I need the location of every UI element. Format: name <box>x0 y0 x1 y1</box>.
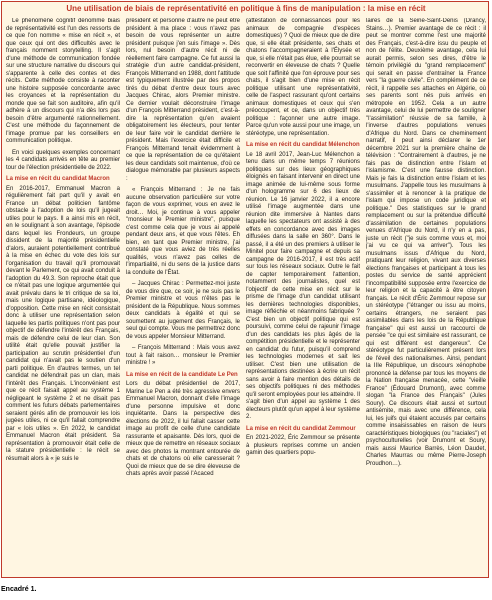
text-box <box>1 1 489 578</box>
section-heading-melenchon: La mise en récit du candidat Mélenchon <box>246 142 360 148</box>
paragraph: laires de la Seine-Saint-Denis (Drancy, Stains…). Premier avantage de ce récit : il peut se montrer comme l'est une majorité des Français, c'est-à-dire issu du peuple et non de l'élite. Deuxième avantage, cela lui aurait permis, selon ses dires, d'être le témoin privilégié du "grand remplacement" qui serait en passe d'entraîner la France vers "la guerre civile". En complément de ce récit, il rappelle ses attaches en Algérie, où ses parents sont nés puis arrivés en métropole en 1952. Cela a un autre avantage, celui de lui permettre de souligner "l'assimilation" réussie de sa famille, à l'inverse d'autres populations venues d'Afrique du Nord. Dans ce cheminement narratif, il peut ainsi déclarer le 1er décembre 2021 sur la première chaîne de télévision : "Contrairement à d'autres, je ne fais pas de distinction entre l'islam et l'islamisme. C'est une fausse distinction. Mais je fais la distinction entre l'islam et les musulmans. J'appelle tous les musulmans à s'assimiler et à renoncer à la pratique de l'islam qui impose un code juridique et politique." Des statistiques sur le grand remplacement ou sur la prétendue difficulté d'assimilation de certaines populations venues d'Afrique du Nord, il n'y en a pas, juste un récit ("je suis comme vous et, moi j'ai vu ce qui va arriver"). Tous les musulmans issus d'Afrique du Nord, pratiquant leur religion, vivant aux diverses élections françaises et participant à tous les postes du service de santé apprécient l'incompatibilité supposée entre l'exercice de leur religion et la capacité à être citoyen français. Le récit d'Éric Zemmour repose sur un stéréotype ("étranger ou issu au moins, certains étrangers, ne seraient pas assimilables dans les lois de la République française" qui est aussi un raccourci de pensée "ce qui est similaire est rassurant, ce qui est différent est dangereux". Ce stéréotype fut particulièrement présent lors de l'éveil des nationalismes. Ainsi, pendant la IIIe République, un discours xénophobe prononcé la défense par tous les moyens de la Nation française menacée, cette "vieille France" (Édouard Drumont), avec comme slogan "la France des Français" (Jules Soury). Ce discours était aussi et surtout antisémite, mais avec une différence, cela lui, les juifs qui étaient accusés par certains comme insaisissables en raison de leurs caractéristiques biologiques (ou "raciales") et psychoculturelles (voir Drumont et Soury, mais aussi Maurice Barrès, Léon Daudet, Charles Maurras ou même Pierre-Joseph Proudhon…). <box>366 18 486 467</box>
paragraph: – Jacques Chirac : Permettez-moi juste de vous dire que, ce soir, je ne suis pas le Premier ministre et vous n'êtes pas le président de la République. Nous sommes deux candidats à égalité et qui se soumettent au jugement des Français, le seul qui compte. Vous me permettrez donc de vous appeler Monsieur Mitterrand. <box>126 281 240 340</box>
section-heading-zemmour: La mise en récit du candidat Zemmour <box>246 425 356 432</box>
paragraph: En voici quelques exemples concernant les 4 candidats arrivés en tête au premier tour de l'élection présidentielle de 2022. <box>6 149 120 171</box>
paragraph: Le 18 avril 2017, Jean-Luc Mélenchon a tenu dans un même temps 7 réunions politiques sur des lieux géographiques éloignés en faisant intervenir en direct une image animée de lui-même sous forme d'un hologramme sur 6 des lieux de réunion. Le 16 janvier 2022, il a encore utilisé l'image augmentée dans une réunion dite immersive à Nantes dans laquelle les spectateurs ont assisté à des effets en concordance avec des images diffusées dans la salle en 360°. Dans le passé, il a été un des premiers à utiliser le Minitel pour faire campagne et depuis sa campagne de 2016-2017, il est très actif sur tous les réseaux sociaux. Outre le fait de capter temporairement l'attention, notamment des journalistes, quel est l'objectif de cette mise en récit sur le prisme de l'image d'un candidat utilisant les dernières technologies disponibles, image réfléchie et néanmoins fabriquée ? C'est bien un objectif politique qui est poursuivi, comme celui de rajeunir l'image d'un des candidats les plus âgés de la compétition présidentielle et le représenter en candidat du futur, puisqu'il comprend les technologies modernes et sait les utiliser. C'est bien une utilisation de représentations destinées à écrire un récit sans avoir à faire mention des détails de ses objectifs politiques ni des méthodes qu'il seront employées pour les atteindre. Il s'agit bien d'un appel au système 1 des électeurs plutôt qu'un appel à leur système 2. <box>246 151 360 420</box>
paragraph: Lors du débat présidentiel de 2017, Marine Le Pen a été très agressive envers Emmanuel Macron, donnant d'elle l'image d'une personne impulsive et donc inquiétante. Dans la perspective des élections de 2022, il lui fallait casser cette image au profit de celle d'une candidate rassurante et apaisante. Dès lors, quoi de mieux que de remettre en réseaux sociaux avec des photos la montrant entourée de chats et de chatons où elle caresserait ? Quoi de mieux que de se dire éleveuse de chats après avoir passé l'Acaced <box>126 381 240 477</box>
paragraph: – François Mitterrand : Mais vous avez tout à fait raison… monsieur le Premier ministre ! » <box>126 345 240 366</box>
paragraph: En 2016-2017, Emmanuel Macron a régulièrement fait part qu'il y avait en France un débat politicien fantôme obstacle à l'adoption de lois qu'il jugeait utiles pour le pays. Il a ainsi mis en récit, en le soulignant à son avantage, l'épisode dans lequel les Frondeurs, un groupe dissident de la majorité présidentielle d'alors, auraient potentiellement contribué à la mise en échec du vote des lois sur l'organisation du travail qu'il promouvait devant le Parlement, ce qui avait conduit à l'adoption du 49.3. Son reproche était que ce n'était pas une logique argumentée qui avait prévalu dans le tri critique de sa loi, mais une logique partisane, idéologique, d'opposition. Cette mise en récit consistait donc à utiliser une représentation selon laquelle les partis politiques n'ont pas pour objectif de défendre l'intérêt des Français, mais de défendre celui de leur clan. Son utilité était qu'elle pouvait justifier la participation au scrutin présidentiel d'un candidat qui n'avait pas le soutien d'un parti politique. En d'autres termes, un tel candidat ne défendrait pas un clan, mais l'intérêt des Français. L'inconvénient est que ce récit faisait appel au système 1 négligeant le système 2 et ne disait pas comment les futurs débats parlementaires seraient gérés afin de promouvoir les lois jugées utiles, ni ce qu'il fallait comprendre par « lois utiles ». En 2022, le candidat Emmanuel Macron était président. Sa représentation à promouvoir était celle de la stature présidentielle : le récit se résumait alors à « je suis le <box>6 185 120 462</box>
paragraph: président et personne d'autre ne peut être président à ma place : vous n'avez pas besoin de vous représenter un autre président puisque j'en suis l'image ». Dès lors, nul besoin d'autre récit ni de réellement faire campagne. Ce fut aussi la stratégie d'un autre candidat-président, François Mitterrand en 1988, dont l'attitude est typiquement illustrée par des propos tirés du débat d'entre deux tours avec Jacques Chirac, alors Premier ministre. Ce dernier voulait déconstruire l'image d'un François Mitterrand président, c'est-à-dire la représentation qu'en avaient obligatoirement les électeurs, pour tenter de leur faire voir le candidat derrière le président. Mais l'exercice était difficile et François Mitterrand tenait évidemment à ce que la représentation de ce qu'étaient les deux candidats soit maintenue, d'où ce dialogue mémorable par plusieurs aspects : <box>126 18 240 182</box>
paragraph: En 2021-2022, Éric Zemmour se présente à plusieurs reprises comme un ancien gamin des quartiers popu- <box>246 435 360 456</box>
column-2 <box>126 18 240 577</box>
paragraph: « François Mitterrand : Je ne fais aucune observation particulière sur votre façon de vous exprimer, vous en avez le droit… Moi, je continue à vous appeler "monsieur le Premier ministre", puisque c'est comme cela que je vous ai appelé pendant deux ans, et que vous l'êtes. Eh bien, en tant que Premier ministre, j'ai constaté que vous aviez de très réelles qualités, vous n'avez pas celles de l'impartialité, ni du sens de la justice dans la conduite de l'État. <box>126 187 240 276</box>
column-4 <box>366 18 486 577</box>
box-caption: Encadré 1. <box>1 586 37 593</box>
section-heading-macron: La mise en récit du candidat Macron <box>6 176 110 182</box>
section-heading-le-pen: La mise en récit de la candidate Le Pen <box>126 371 238 378</box>
column-1 <box>6 18 120 577</box>
paragraph: (attestation de connaissances pour les animaux de compagnie d'espèces domestiques) ? Quoi de mieux que de dire que, si elle était présidente, ses chats et chatons l'accompagneraient à l'Élysée et que, si elle n'était pas élue, elle pourrait se reconvertir en éleveuse de chats ? Quelle que soit l'affinité que l'on éprouve pour ses chats, il s'agit bien d'une mise en récit politique utilisant une représentativité, celle de l'aspect rassurant qu'ont certains animaux domestiques et ceux qui s'en préoccupent, et ce, dans un objectif très politique : façonner une autre image. Parce qu'un vote aussi pour une image, un stéréotype, une représentation. <box>246 18 360 137</box>
column-3 <box>246 18 360 577</box>
box-title: Une utilisation de biais de représentativité en politique à fins de manipulation : la mise en récit <box>66 4 426 13</box>
paragraph: Le phénomène cognitif dénommé biais de représentativité est l'un des ressorts de ce que l'on nomme « mise en récit », et que ceux qui ont des difficultés avec le français nomment storytelling. Il s'agit d'une méthode de communication fondée sur une structure narrative du discours qui s'apparente à celle des contes et des récits. Cette méthode consiste à raconter une histoire supposée concordante avec les croyances et la représentation du monde que se fait son auditoire, afin qu'il adhère à un discours qui n'a dès lors pas besoin d'être argumenté rationnellement. C'est une méthode du façonnement de l'image promue par les conseillers en communication politique. <box>6 18 120 144</box>
